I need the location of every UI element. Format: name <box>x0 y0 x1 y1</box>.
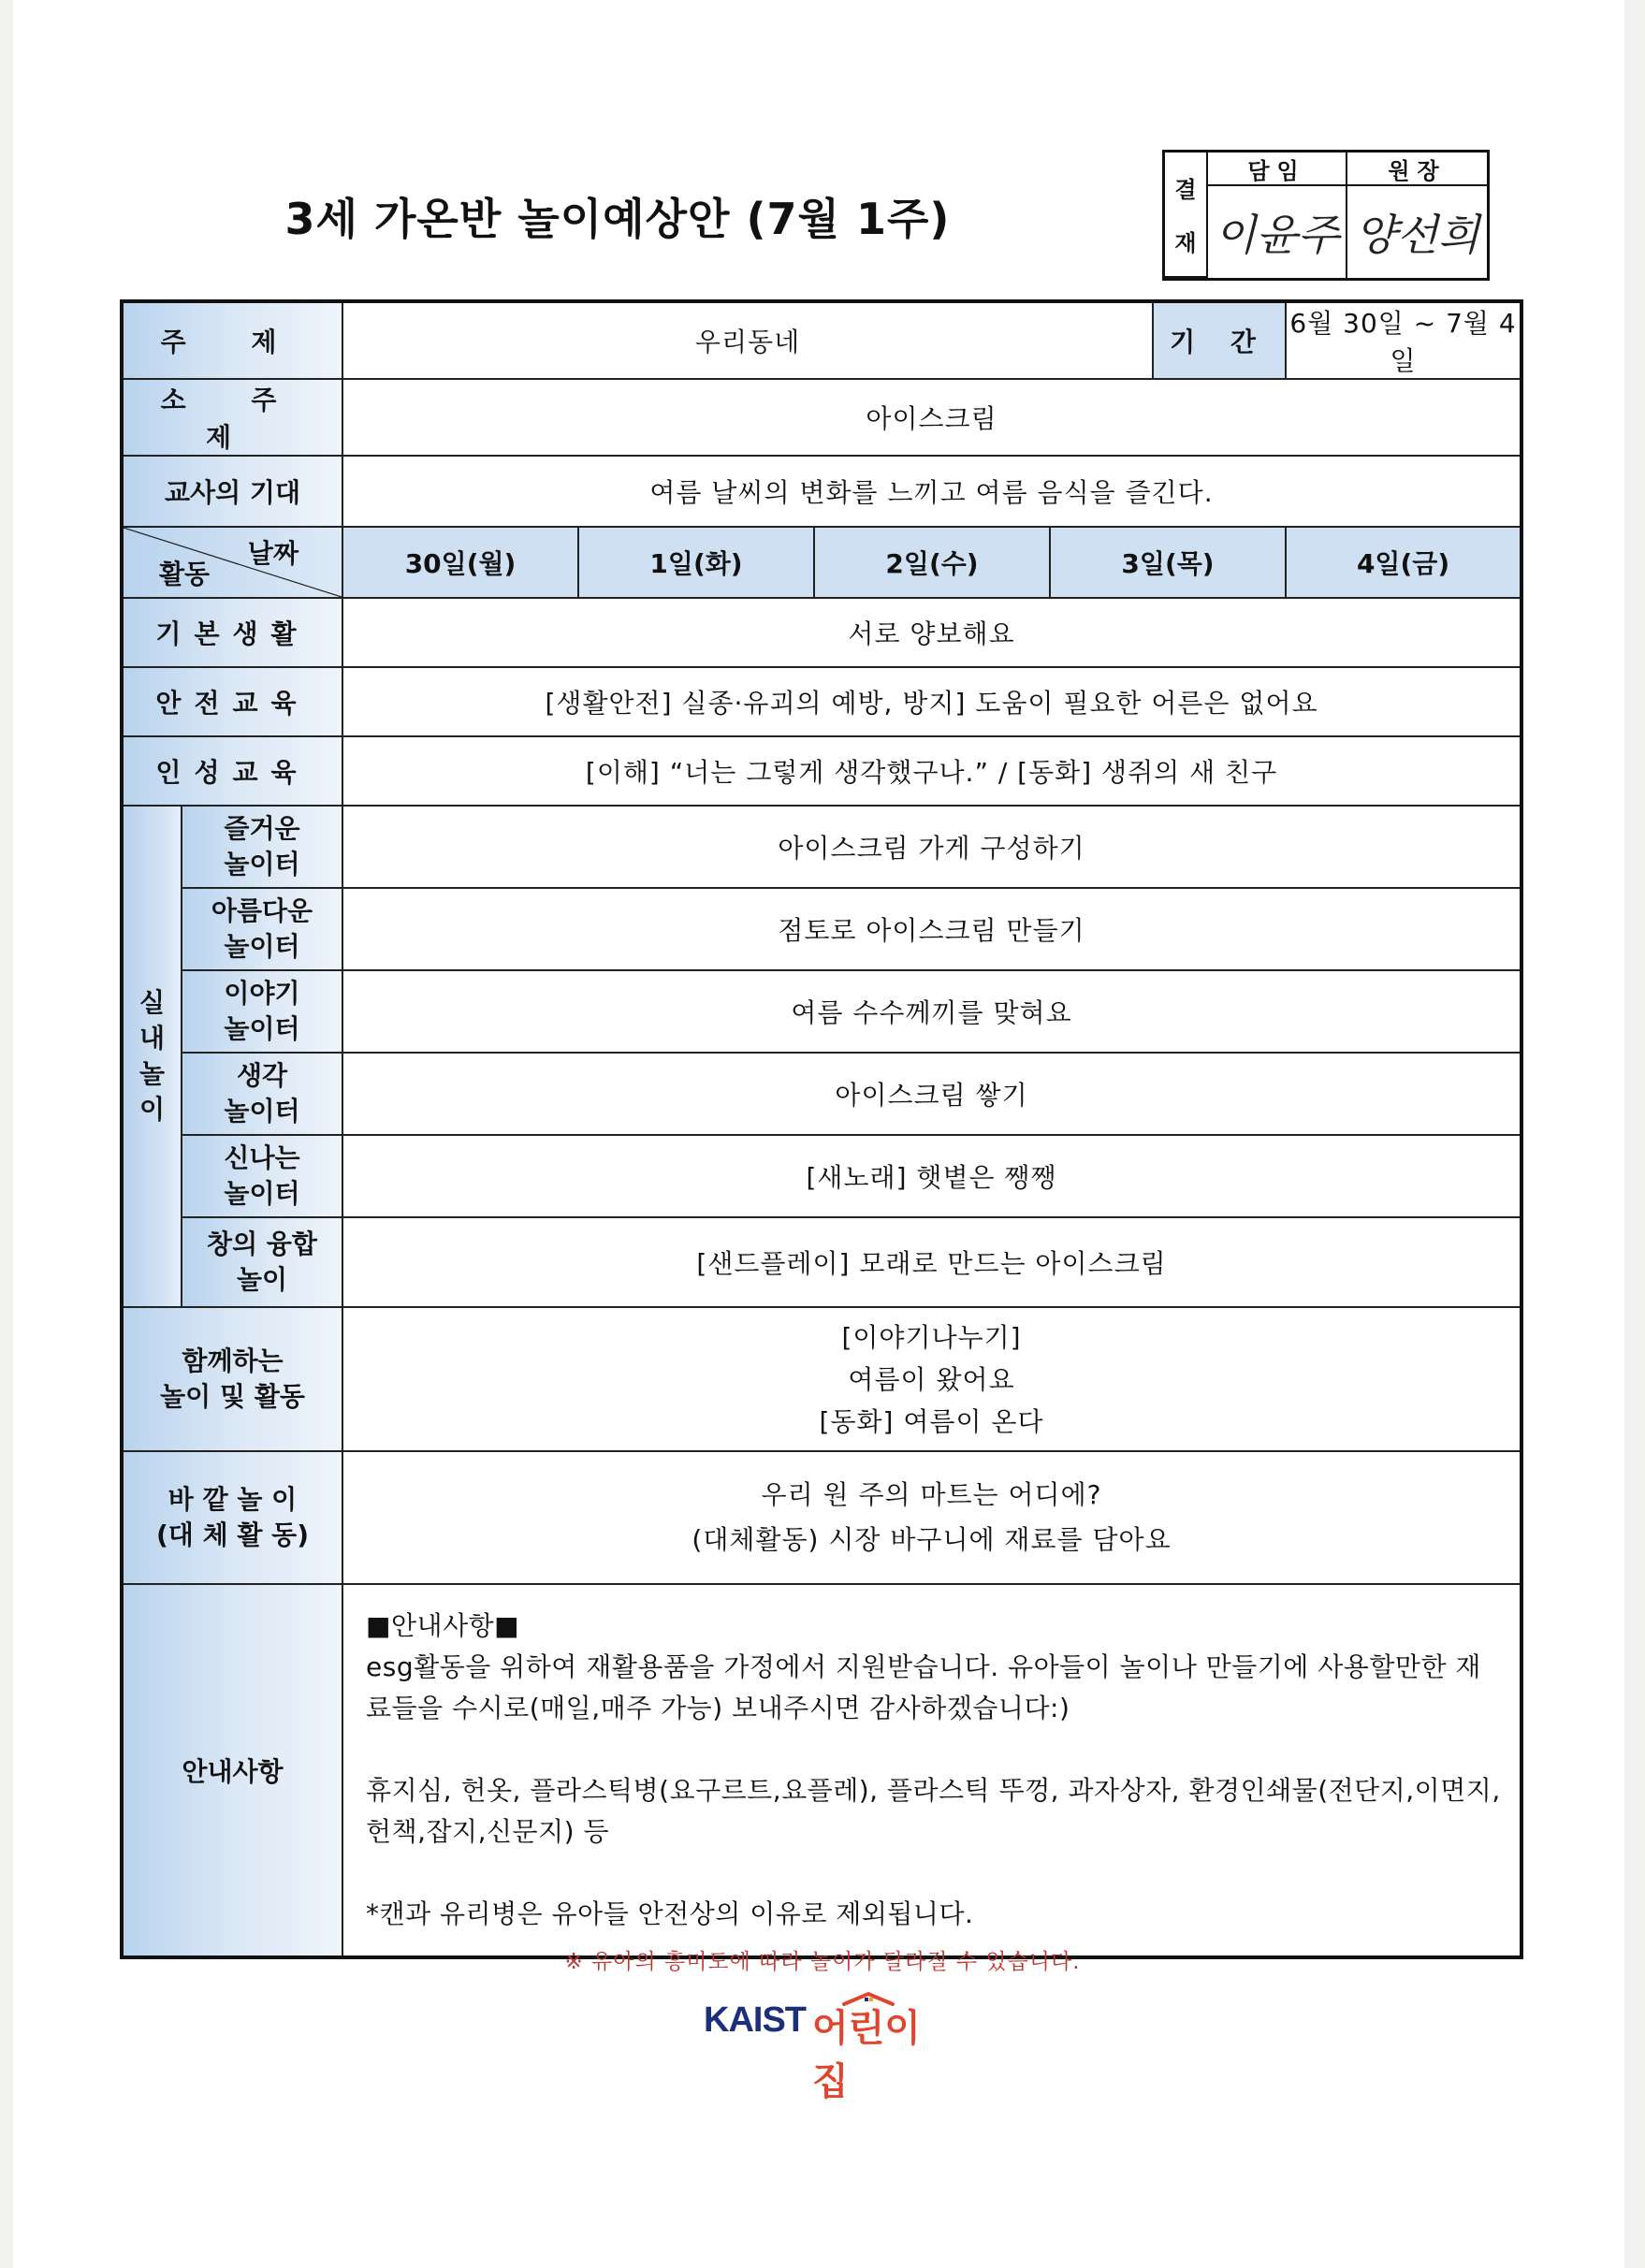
director-signature: 양선희 <box>1354 210 1480 260</box>
subtheme-label: 소 주 제 <box>122 379 342 456</box>
outdoor-line: 우리 원 주의 마트는 어디에? <box>761 1479 1102 1510</box>
safety-label: 안전교육 <box>122 667 342 736</box>
approval-side-bottom: 재 <box>1174 230 1197 256</box>
indoor-char: 내 <box>138 1023 166 1054</box>
expectation-label: 교사의 기대 <box>122 456 342 527</box>
kaist-kindergarten-logo <box>704 1989 947 2103</box>
indoor-area-label-2: 놀이터 <box>224 931 300 962</box>
together-label-2: 놀이 및 활동 <box>160 1381 305 1412</box>
outdoor-line: (대체활동) 시장 바구니에 재료를 담아요 <box>691 1524 1172 1555</box>
together-label-1: 함께하는 <box>182 1345 284 1376</box>
page-title: 3세 가온반 놀이예상안 (7월 1주) <box>284 194 951 244</box>
logo-kindergarten-text: 어린이집 <box>812 2007 921 2103</box>
indoor-area-label <box>182 1135 342 1217</box>
together-row <box>122 1307 1521 1451</box>
indoor-area-label-1: 이야기 <box>224 978 300 1009</box>
indoor-row <box>122 888 1521 970</box>
indoor-area-label <box>182 1053 342 1135</box>
indoor-area-label-1: 생각 <box>236 1060 288 1091</box>
approval-director-header: 원장 <box>1347 153 1487 186</box>
notice-row <box>122 1584 1521 1957</box>
date-activity-corner <box>122 527 342 598</box>
indoor-area-label-1: 창의 융합 <box>207 1228 317 1259</box>
indoor-activity: 아이스크림 쌓기 <box>342 1053 1521 1135</box>
indoor-activity: [새노래] 햇볕은 쨍쨍 <box>342 1135 1521 1217</box>
indoor-area-label-1: 즐거운 <box>224 813 300 844</box>
day-header: 4일(금) <box>1286 527 1521 598</box>
day-header: 30일(월) <box>342 527 578 598</box>
diagonal-line <box>124 528 342 597</box>
period-label: 기 간 <box>1153 301 1286 379</box>
safety-row <box>122 667 1521 736</box>
logo-kaist-text: KAIST <box>704 2000 806 2040</box>
period-value: 6월 30일 ~ 7월 4일 <box>1286 301 1521 379</box>
safety-value: [생활안전] 실종·유괴의 예방, 방지] 도움이 필요한 어른은 없어요 <box>342 667 1521 736</box>
theme-value: 우리동네 <box>342 301 1153 379</box>
indoor-char: 실 <box>138 987 166 1018</box>
together-label <box>122 1307 342 1451</box>
theme-label: 주 제 <box>122 301 342 379</box>
indoor-play-label <box>122 806 182 1307</box>
subtheme-row <box>122 379 1521 456</box>
outdoor-row <box>122 1451 1521 1584</box>
indoor-area-label-1: 신나는 <box>224 1142 300 1173</box>
footer-note: ※ 유아의 흥미도에 따라 놀이가 달라질 수 있습니다. <box>564 1950 1081 1974</box>
day-header: 2일(수) <box>814 527 1050 598</box>
indoor-area-label <box>182 970 342 1053</box>
indoor-row <box>122 1135 1521 1217</box>
subtheme-value: 아이스크림 <box>342 379 1521 456</box>
approval-homeroom-header: 담임 <box>1208 153 1347 186</box>
together-line: [이야기나누기] <box>841 1321 1022 1353</box>
corner-activity-label: 활동 <box>159 559 211 589</box>
expectation-row <box>122 456 1521 527</box>
outdoor-label-2: (대 체 활 동) <box>155 1519 310 1550</box>
outdoor-label <box>122 1451 342 1584</box>
indoor-activity: 아이스크림 가게 구성하기 <box>342 806 1521 888</box>
together-line: 여름이 왔어요 <box>848 1363 1015 1395</box>
outdoor-activities <box>342 1451 1521 1584</box>
together-activities <box>342 1307 1521 1451</box>
notice-paragraph: *캔과 유리병은 유아들 안전상의 이유로 제외됩니다. <box>366 1898 974 1929</box>
indoor-activity: 여름 수수께끼를 맞혀요 <box>342 970 1521 1053</box>
indoor-area-label-2: 놀이터 <box>224 849 300 880</box>
outdoor-label-1: 바 깥 놀 이 <box>167 1484 298 1515</box>
indoor-row <box>122 1217 1521 1307</box>
character-row <box>122 736 1521 806</box>
play-plan-table <box>120 299 1523 1959</box>
indoor-area-label-2: 놀이 <box>236 1264 288 1295</box>
indoor-area-label <box>182 1217 342 1307</box>
notice-label: 안내사항 <box>122 1584 342 1957</box>
basic-life-row <box>122 598 1521 667</box>
indoor-activity: [샌드플레이] 모래로 만드는 아이스크림 <box>342 1217 1521 1307</box>
day-header: 3일(목) <box>1050 527 1286 598</box>
approval-side-label <box>1165 153 1208 278</box>
days-header-row <box>122 527 1521 598</box>
indoor-area-label-2: 놀이터 <box>224 1178 300 1209</box>
basic-life-value: 서로 양보해요 <box>342 598 1521 667</box>
together-line: [동화] 여름이 온다 <box>819 1405 1044 1437</box>
theme-row <box>122 301 1521 379</box>
notice-content <box>342 1584 1521 1957</box>
character-value: [이해] “너는 그렇게 생각했구나.” / [동화] 생쥐의 새 친구 <box>342 736 1521 806</box>
notice-paragraph: 휴지심, 헌옷, 플라스틱병(요구르트,요플레), 플라스틱 뚜껑, 과자상자, 환경인쇄물(전단지,이면지,헌책,잡지,신문지) 등 <box>366 1775 1501 1847</box>
notice-paragraph: esg활동을 위하여 재활용품을 가정에서 지원받습니다. 유아들이 놀이나 만들기에 사용할만한 재료들을 수시로(매일,매주 가능) 보내주시면 감사하겠습니다:) <box>366 1651 1481 1723</box>
corner-date-label: 날짜 <box>247 538 299 569</box>
expectation-value: 여름 날씨의 변화를 느끼고 여름 음식을 즐긴다. <box>342 456 1521 527</box>
homeroom-signature: 이윤주 <box>1208 186 1347 278</box>
indoor-char: 놀 <box>138 1058 166 1089</box>
indoor-area-label <box>182 806 342 888</box>
approval-box <box>1162 150 1490 281</box>
indoor-area-label-2: 놀이터 <box>224 1013 300 1044</box>
notice-spacer <box>366 1729 1503 1770</box>
day-header: 1일(화) <box>578 527 814 598</box>
basic-life-label: 기본생활 <box>122 598 342 667</box>
indoor-area-label <box>182 888 342 970</box>
character-label: 인성교육 <box>122 736 342 806</box>
indoor-area-label-2: 놀이터 <box>224 1096 300 1127</box>
notice-spacer <box>366 1853 1503 1894</box>
indoor-char: 이 <box>138 1094 166 1125</box>
approval-side-top: 결 <box>1174 177 1197 203</box>
indoor-activity: 점토로 아이스크림 만들기 <box>342 888 1521 970</box>
indoor-row <box>122 970 1521 1053</box>
indoor-row <box>122 1053 1521 1135</box>
indoor-row <box>122 806 1521 888</box>
indoor-area-label-1: 아름다운 <box>211 895 313 926</box>
notice-heading: ■안내사항■ <box>366 1610 520 1641</box>
